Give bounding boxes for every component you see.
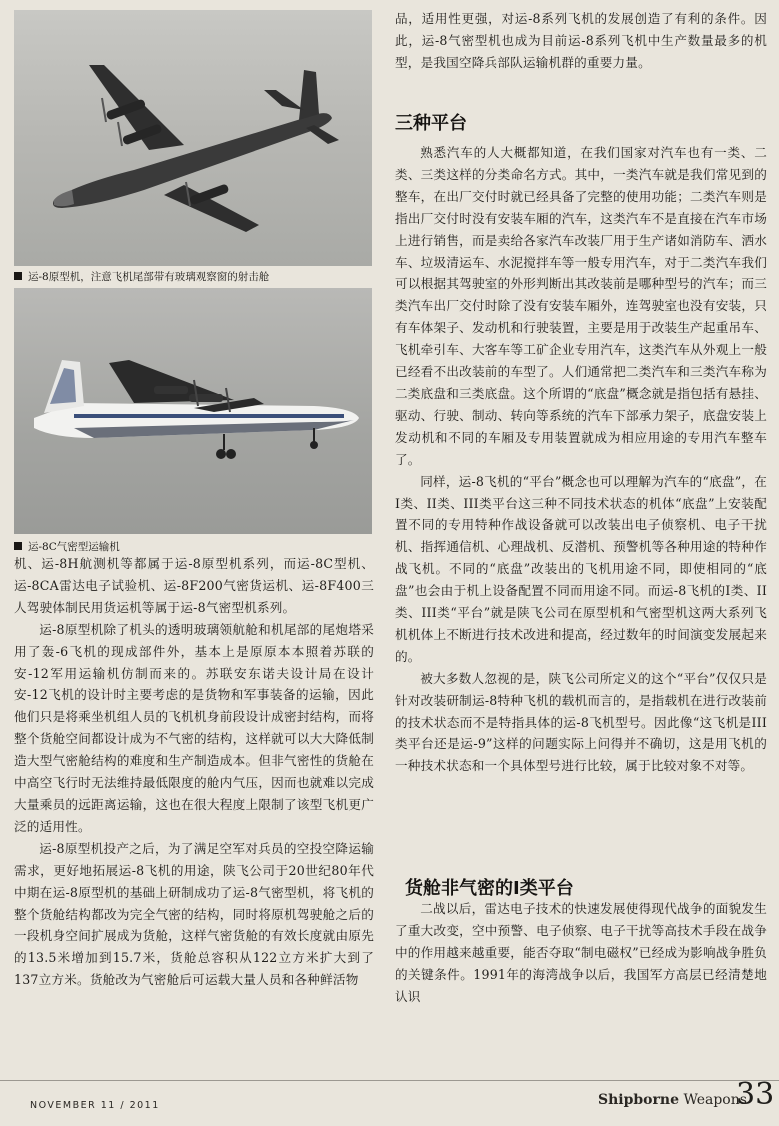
paragraph: 熟悉汽车的人大概都知道，在我们国家对汽车也有一类、二类、三类这样的分类命名方式。其中，一类汽车就是我们常见到的整车，在出厂交付时就已经具备了完整的使用功能；二类汽车则是指出厂交付时没有安装车厢的汽车，这类汽车不是直接在汽车市场上进行销售，而是卖给各家汽车改装厂用于生产诸如消防车、洒水车、垃圾清运车、水泥搅拌车等一般专用汽车，对于二类汽车我们可以根据其驾驶室的外形判断出其改装前是哪种型号的汽车；而三类汽车出厂交付时除了没有安装车厢外，连驾驶室也没有安装，只有车体架子、发动机和行驶装置，主要是用于改装生产起重吊车、飞机牵引车、大客车等工矿企业专用汽车，这类汽车从外观上一般已经看不出改装前的车型了。人们通常把二类汽车和三类汽车称为二类底盘和三类底盘。这个所谓的“底盘”概念就是指包括有悬挂、驱动、行驶、制动、转向等系统的汽车下部承力架子，底盘安装上发动机和不同的车厢及专用装置就成为相应用途的专用汽车整车了。 — [395, 145, 767, 467]
brand-rest: Weapons — [683, 1092, 747, 1108]
left-text-column — [14, 553, 374, 991]
paragraph: 同样，运-8飞机的“平台”概念也可以理解为汽车的“底盘”，在I类、II类、III类平台这三种不同技术状态的机体“底盘”上安装配置不同的专用特种作战设备就可以改装出电子侦察机、电子干扰机、指挥通信机、心理战机、反潜机、预警机等各种用途的特种作战飞机。不同的“底盘”改装出的飞机用途不同，即使相同的“底盘”也会由于机上设备配置不同而用途不同。而运-8飞机的I类、II类、III类“平台”就是陕飞公司在原型机和气密型机这两大系列飞机机体上不断进行技术改进和提高，经过数年的时间演变发展起来的。 — [395, 473, 767, 664]
paragraph: 品，适用性更强，对运-8系列飞机的发展创造了有利的条件。因此，运-8气密型机也成为目前运-8系列飞机中生产数量最多的机型，是我国空降兵部队运输机群的重要力量。 — [395, 11, 767, 70]
paragraph: 二战以后，雷达电子技术的快速发展使得现代战争的面貌发生了重大改变，空中预警、电子侦察、电子干扰等高技术手段在战争中的作用越来越重要，能否夺取“制电磁权”已经成为影响战争胜负的关键条件。1991年的海湾战争以后，我国军方高层已经清楚地认识 — [395, 901, 767, 1004]
section-heading-class1-platform: 货舱非气密的I类平台 — [405, 878, 574, 899]
issue-date: NOVEMBER 11 / 2011 — [30, 1100, 160, 1111]
photo-y8c-transport — [14, 288, 372, 534]
footer-divider — [0, 1080, 779, 1081]
photo1-caption — [14, 270, 374, 284]
magazine-brand — [598, 1092, 747, 1108]
right-text-intro — [395, 8, 767, 74]
photo2-caption-text: 运-8C气密型运输机 — [28, 541, 120, 553]
paragraph: 机、运-8H航测机等都属于运-8原型机系列，而运-8C型机、运-8CA雷达电子试验机、运-8F200气密货运机、运-8F400三人驾驶体制民用货运机等属于运-8气密型机系列。 — [14, 556, 374, 615]
page-number: 33 — [736, 1077, 775, 1112]
paragraph: 被大多数人忽视的是，陕飞公司所定义的这个“平台”仅仅只是针对改装研制运-8特种飞机的载机而言的，是指载机在进行改装前的技术状态而不是特指具体的运-8飞机型号。因此像“这飞机是III类平台还是运-9”这样的问题实际上问得并不确切，这是用飞机的一种技术状态和一个具体型号进行比较，属于比较对象不对等。 — [395, 670, 767, 774]
caption-bullet-icon — [14, 542, 22, 550]
paragraph: 运-8原型机除了机头的透明玻璃领航舱和机尾部的尾炮塔采用了轰-6飞机的现成部件外，基本上是原原本本照着苏联的安-12军用运输机仿制而来的。苏联安东诺夫设计局在设计安-12飞机的设计时主要考虑的是货物和军事装备的运输，因此他们只是将乘坐机组人员的飞机机身前段设计成密封结构，而将整个货舱空间都设计成为不气密的结构，这样就可以大大降低制造大型气密舱结构的难度和生产制造成本。但非气密性的货舱在中高空飞行时无法维持最低限度的舱内气压，因而也就难以完成大量乘员的远距离运输，这也在很大程度上限制了该型飞机更广泛的适用性。 — [14, 621, 374, 834]
brand-bold: Shipborne — [598, 1092, 679, 1108]
photo-y8-prototype — [14, 10, 372, 266]
section-heading-three-platforms: 三种平台 — [395, 113, 467, 134]
aircraft-illustration-1 — [14, 10, 372, 266]
right-text-section2 — [395, 898, 767, 1008]
photo1-caption-text: 运-8原型机，注意飞机尾部带有玻璃观察窗的射击舱 — [28, 271, 270, 283]
paragraph: 运-8原型机投产之后，为了满足空军对兵员的空投空降运输需求，更好地拓展运-8飞机的用途，陕飞公司于20世纪80年代中期在运-8原型机的基础上研制成功了运-8气密型机，将飞机的整个货舱结构都改为完全气密的结构，同时将原机驾驶舱之后的一段机身空间扩展成为货舱，这样气密货舱的有效长度就由原先的13.5米增加到15.7米，货舱总容积从122立方米扩大到了137立方米。货舱改为气密舱后可运载大量人员和各种鲜活物 — [14, 840, 374, 988]
aircraft-illustration-2 — [14, 288, 372, 534]
photo2-caption — [14, 540, 374, 554]
caption-bullet-icon — [14, 272, 22, 280]
right-text-section1 — [395, 142, 767, 777]
